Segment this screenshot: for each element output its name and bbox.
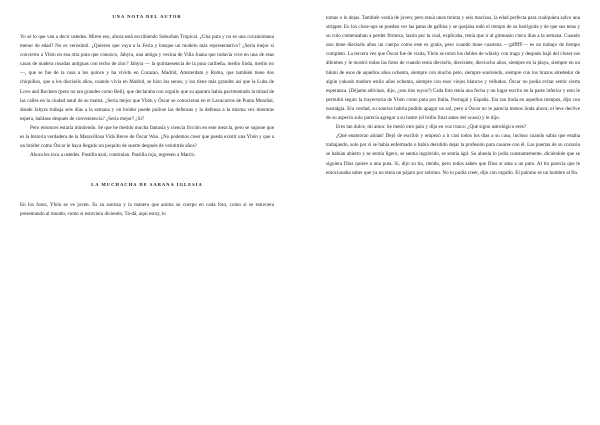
section-heading-author-note: UNA NOTA DEL AUTOR [112,14,182,19]
paragraph: Eres tan dulce, mi amor. Se metió otro palo y dijo en voz ronca: ¿Qué signo astrológico eres? [336,124,526,131]
paragraph: Yo sé lo que van a decir ustedes. Miren eso, ahora está escribiendo Suburban Tropical. ¿Una puta y no es una cocaínómana menor de edad? No es verosímil. ¿Quieren que vaya a la Feria y busque un modelo más representativo? ¿Sería mejor si convierto a Ybón en esa otra puta que conozco, Jahyra, una amiga y vecina de Villa Juana que todavía vive en una de esas casas de madera rosadas antiguas con techo de zinc? Jahyra — la quintaesencia de la puta caribeña, medio linda, medio no—, que se fue de la casa a los quince y ha vivido en Curazao, Madrid, Amsterdam y Roma, que también tiene dos chiquillos, que a los dieciséis años, cuando vivía en Madrid, se hizo los senos, y los tiene más grandes así que la Luba de Love and Rockers (pero no tan grandes como Beli), que declaraba con orgullo que su aparato había pavimentado la mitad de las calles en la ciudad natal de su mamá. ¿Sería mejor que Ybón y Óscar se conocieran en el Lavacarros de Punta Mundial, donde Jahyra trabaja seis días a la semana y un bróder puede pulirse las defensas y la defensa a la misma vez mientras espera, hablase después de conveniencia? ¿Sería mejor? ¿Si? [20,34,274,122]
section-heading-sabana-iglesia: LA MUCHACHA DE SABANA IGLESIA [91,182,203,188]
right-page [326,14,580,178]
paragraph: Pero entonces estaría mintiendo. Sé que he metido mucha fantasía y ciencia ficción en este mezcla, pero se supone que es la historia verdadera de la Maravillosa Vida Breve de Óscar Wao. ¿No podemos creer que pueda existir una Ybón y que a un bróder como Óscar le haya llegado un poquito de suerte después de veintitrés años? [20,124,274,150]
left-page [20,14,274,220]
paragraph: En los fotos, Ybón se ve joven. Es su sonrisa y la manera que anima su cuerpo en cada foto, como si se estuviera presentando al mundo, como si estuviera diciendo, Tá-dá, aquí estoy, lo [20,202,274,218]
paragraph: ¿Qué enamorao atinás! Dejó de escribir y empezó a ir casi todos los días a su casa, incluso cuando sabía que estaba trabajando, solo por si se había enfermado o había decidido dejar la profesión para casarse con él. Las puertas de su corazón se habían abierto y se sentía ligero, se sentía ingrávido, se sentía ágil. Su abuela lo jodía constantemente, diciéndole que se siguiera Dios quiere a una puta. Si, dijo su tío, riendo, pero todos saben que Dios sí ama a un puto. Al tío parecía que le emocionaba saber que ya no tenía un pájaro por sobrino. No lo podía creer, dijo con orgullo. El palomo es un hombre al fin. [326,133,580,176]
paragraph: Ahora les toca a ustedes. Pastilla azul, continúan. Pastilla roja, regresen a Matrix. [30,152,196,159]
paragraph: tomas o lo dejas. También vestía de joven; pero tenía unos treinta y seis macizos, la edad perfecta para cualquiera salvo una stripper. En los close-ups se pueden ver las patas de gallina y se quejaba todo el tiempo de su barriguita y de que sus tetas y su culo comenzaban a perder firmeza, razón por la cual, explicaba, tenía que ir al gimnasio cinco días a la semana. Cuando uno tiene dieciséis años un cuerpo como este es gratis, pero cuando tiene cuarenta —¡pfffff!— es un trabajo de tiempo completo. La tercera vez que Óscar fue de visita, Ybón se tomó los dobles de whisky con trago y después bajó del closet sus álbumes y le mostró todas las fotos de cuando tenía dieciséis, diecisiete, dieciocho años, siempre en la playa, siempre en un bikini de esos de aquellos años ochenta, siempre con mucho pelo, siempre sonriendo, siempre con los brazos alrededor de algún yakoub maduro estilo años ochenta, siempre con esos viejos blancos y velludos. Óscar no podía evitar sentir cierta esperanza. (Déjame adivinar, dijo, ¿son tíos tuyos?) Cada foto tenía una fecha y un lugar escrito en la parte inferior y esto le permitió seguir la trayectoria de Ybón como puta por Italia, Portugal y España. Era tan linda en aquellos tiempos, dijo con nostalgia. Era verdad, su sonrisa habría podido apagar un sol, pero a Óscar no le parecía menos linda ahora; el leve declive de su aspecto solo parecía agregar a su lustre (el brillo final antes del ocaso) y le dijo. [326,15,580,122]
